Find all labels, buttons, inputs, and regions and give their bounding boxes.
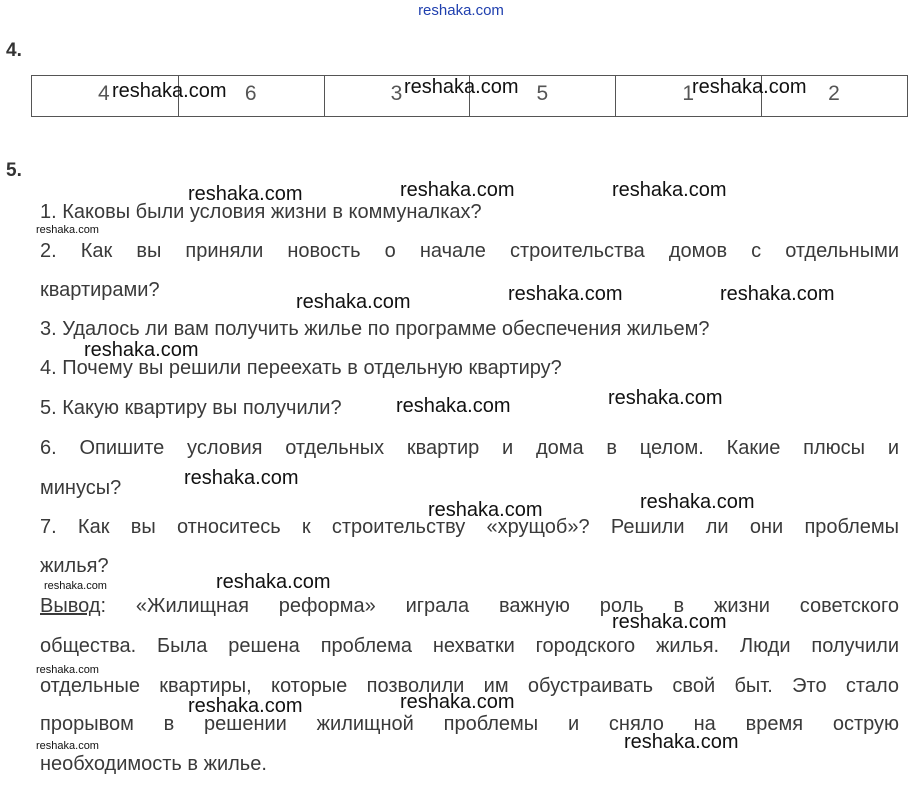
- watermark-small: reshaka.com: [36, 224, 99, 236]
- watermark: reshaka.com: [188, 695, 303, 717]
- question-line: жилья?: [40, 555, 109, 577]
- site-header-watermark: reshaka.com: [418, 2, 504, 19]
- watermark-small: reshaka.com: [36, 740, 99, 752]
- cell-value: 6: [244, 82, 257, 105]
- watermark: reshaka.com: [184, 467, 299, 489]
- cell-value: 3: [390, 82, 403, 105]
- watermark: reshaka.com: [692, 76, 807, 98]
- watermark: reshaka.com: [84, 339, 199, 361]
- question-line: 1. Каковы были условия жизни в коммуналках?: [40, 201, 482, 223]
- watermark: reshaka.com: [216, 571, 331, 593]
- watermark: reshaka.com: [720, 283, 835, 305]
- cell-value: 2: [828, 82, 840, 105]
- cell-value: 5: [536, 82, 549, 105]
- question-line: 2. Как вы приняли новость о начале строительства домов с отдельными: [40, 240, 899, 262]
- watermark: reshaka.com: [612, 179, 727, 201]
- cell-value: 1: [682, 82, 695, 105]
- conclusion-line: необходимость в жилье.: [40, 753, 267, 775]
- watermark: reshaka.com: [396, 395, 511, 417]
- conclusion-line: прорывом в решении жилищной проблемы и сняло на время острую: [40, 713, 899, 735]
- watermark-small: reshaka.com: [36, 664, 99, 676]
- question-line: 7. Как вы относитесь к строительству «хрущоб»? Решили ли они проблемы: [40, 516, 899, 538]
- watermark: reshaka.com: [428, 499, 543, 521]
- watermark: reshaka.com: [188, 183, 303, 205]
- task-5-number: 5.: [6, 160, 22, 181]
- question-line: 3. Удалось ли вам получить жилье по программе обеспечения жильем?: [40, 318, 710, 340]
- watermark: reshaka.com: [296, 291, 411, 313]
- conclusion-text: : «Жилищная реформа» играла важную роль в жизни советского: [100, 595, 899, 617]
- watermark: reshaka.com: [400, 179, 515, 201]
- watermark: reshaka.com: [404, 76, 519, 98]
- conclusion-line: [40, 594, 899, 618]
- question-line: минусы?: [40, 477, 122, 499]
- question-line: 6. Опишите условия отдельных квартир и дома в целом. Какие плюсы и: [40, 437, 899, 459]
- conclusion-label: Вывод: [40, 595, 101, 617]
- question-line: 4. Почему вы решили переехать в отдельную квартиру?: [40, 357, 562, 379]
- watermark-small: reshaka.com: [44, 580, 107, 592]
- watermark: reshaka.com: [508, 283, 623, 305]
- cell-value: 4: [98, 82, 110, 105]
- watermark: reshaka.com: [400, 691, 515, 713]
- question-line: квартирами?: [40, 279, 160, 301]
- watermark: reshaka.com: [624, 731, 739, 753]
- watermark: reshaka.com: [112, 80, 227, 102]
- task-4-number: 4.: [6, 40, 22, 61]
- conclusion-line: общества. Была решена проблема нехватки городского жилья. Люди получили: [40, 635, 899, 657]
- conclusion-line: отдельные квартиры, которые позволили им обустраивать свой быт. Это стало: [40, 675, 899, 697]
- watermark: reshaka.com: [640, 491, 755, 513]
- watermark: reshaka.com: [612, 611, 727, 633]
- watermark: reshaka.com: [608, 387, 723, 409]
- question-line: 5. Какую квартиру вы получили?: [40, 397, 342, 419]
